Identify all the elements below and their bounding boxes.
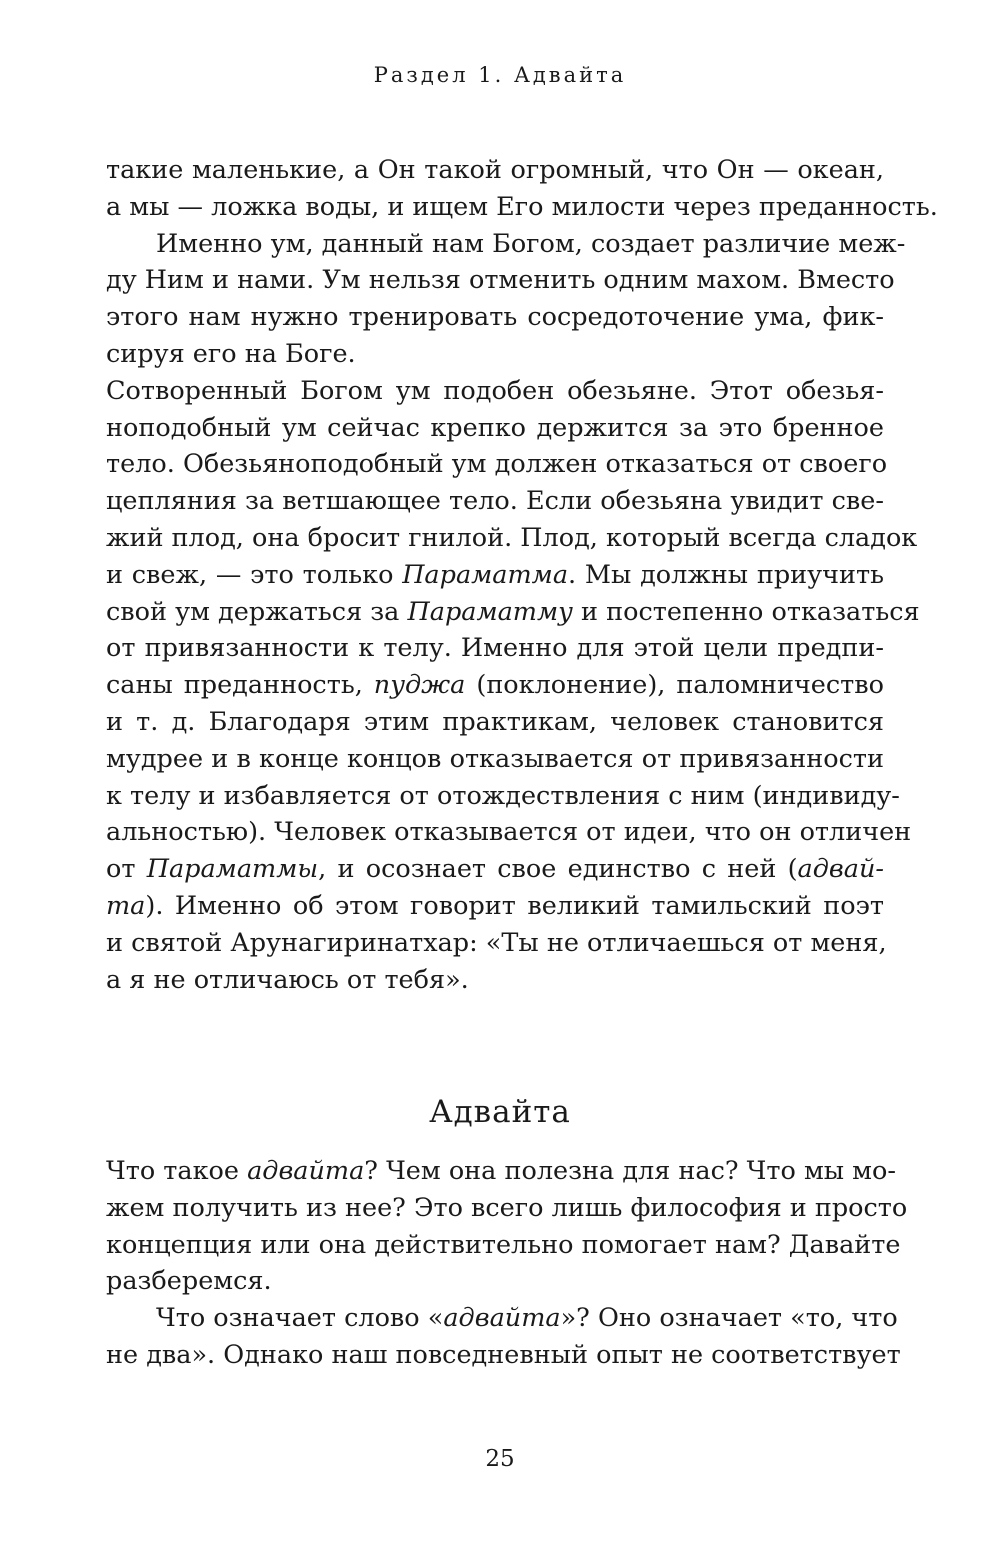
text-line: ноподобный ум сейчас крепко держится за это бренное — [106, 412, 884, 443]
text-line — [106, 594, 920, 631]
italic-term: адвайта — [443, 1303, 561, 1334]
text-line: тело. Обезьяноподобный ум должен отказаться от своего — [106, 449, 888, 480]
text-line: от привязанности к телу. Именно для этой цели предпи- — [106, 633, 884, 664]
body-text-block — [106, 152, 938, 998]
text-line: разберемся. — [106, 1266, 272, 1297]
text-line: этого нам нужно тренировать сосредоточение ума, фик- — [106, 302, 884, 333]
text-line: ду Ним и нами. Ум нельзя отменить одним махом. Вместо — [106, 265, 895, 296]
text-line: жий плод, она бросит гнилой. Плод, который всегда сладок — [106, 522, 918, 553]
text-line: а мы — ложка воды, и ищем Его милости через преданность. — [106, 191, 938, 222]
text-line: жем получить из нее? Это всего лишь философия и просто — [106, 1192, 908, 1223]
text-run: Что такое — [106, 1156, 248, 1186]
italic-term: Параматма — [402, 559, 569, 590]
text-line — [106, 1300, 898, 1337]
text-run: (поклонение), паломничество — [465, 670, 884, 701]
text-run: , и осознает свое единство с ней ( — [318, 854, 798, 885]
text-line — [106, 557, 884, 594]
text-line: такие маленькие, а Он такой огромный, что Он — океан, — [106, 155, 884, 185]
text-line: к телу и избавляется от отождествления с ним (индивиду- — [106, 780, 900, 811]
page-number: 25 — [485, 1446, 515, 1472]
italic-term: та — [106, 890, 146, 921]
text-line: мудрее и в конце концов отказывается от привязанности — [106, 743, 884, 774]
text-run: ). Именно об этом говорит великий тамильский поэт — [145, 890, 884, 921]
text-run: и свеж, — это только — [106, 559, 403, 590]
text-run: саны преданность, — [106, 670, 374, 701]
italic-term: адвай- — [797, 854, 884, 885]
italic-term: Параматму — [407, 596, 573, 627]
text-run: Что означает слово « — [156, 1303, 444, 1334]
text-line: альностью). Человек отказывается от идеи, что он отличен — [106, 817, 912, 848]
text-line — [106, 888, 884, 925]
text-run: от — [106, 854, 147, 885]
text-line: Именно ум, данный нам Богом, создает различие меж- — [156, 228, 906, 259]
text-run: »? Оно означает «то, что — [560, 1303, 898, 1334]
text-line: цепляния за ветшающее тело. Если обезьяна увидит све- — [106, 486, 884, 517]
body-text-block — [106, 1153, 908, 1374]
italic-term: Параматмы — [146, 854, 319, 885]
italic-term: пуджа — [373, 670, 466, 701]
text-line — [106, 1153, 896, 1190]
text-line: Сотворенный Богом ум подобен обезьяне. Этот обезья- — [106, 375, 884, 406]
text-line: и святой Арунагиринатхар: «Ты не отличаешься от меня, — [106, 927, 887, 958]
text-run: свой ум держаться за — [106, 596, 408, 627]
text-run: ? Чем она полезна для нас? Что мы мо- — [364, 1156, 896, 1186]
text-line: а я не отличаюсь от тебя». — [106, 964, 469, 995]
italic-term: адвайта — [247, 1156, 365, 1186]
text-line: концепция или она действительно помогает нам? Давайте — [106, 1229, 901, 1260]
text-line: и т. д. Благодаря этим практикам, человек становится — [106, 706, 884, 737]
text-run: и постепенно отказаться — [572, 596, 920, 627]
text-line: сируя его на Боге. — [106, 338, 356, 369]
text-line — [106, 851, 884, 888]
text-line: не два». Однако наш повседневный опыт не соответствует — [106, 1339, 901, 1370]
text-run: . Мы должны приучить — [568, 559, 884, 590]
section-heading: Адвайта — [429, 1094, 571, 1130]
running-head: Раздел 1. Адвайта — [373, 63, 627, 87]
text-line — [106, 667, 884, 704]
